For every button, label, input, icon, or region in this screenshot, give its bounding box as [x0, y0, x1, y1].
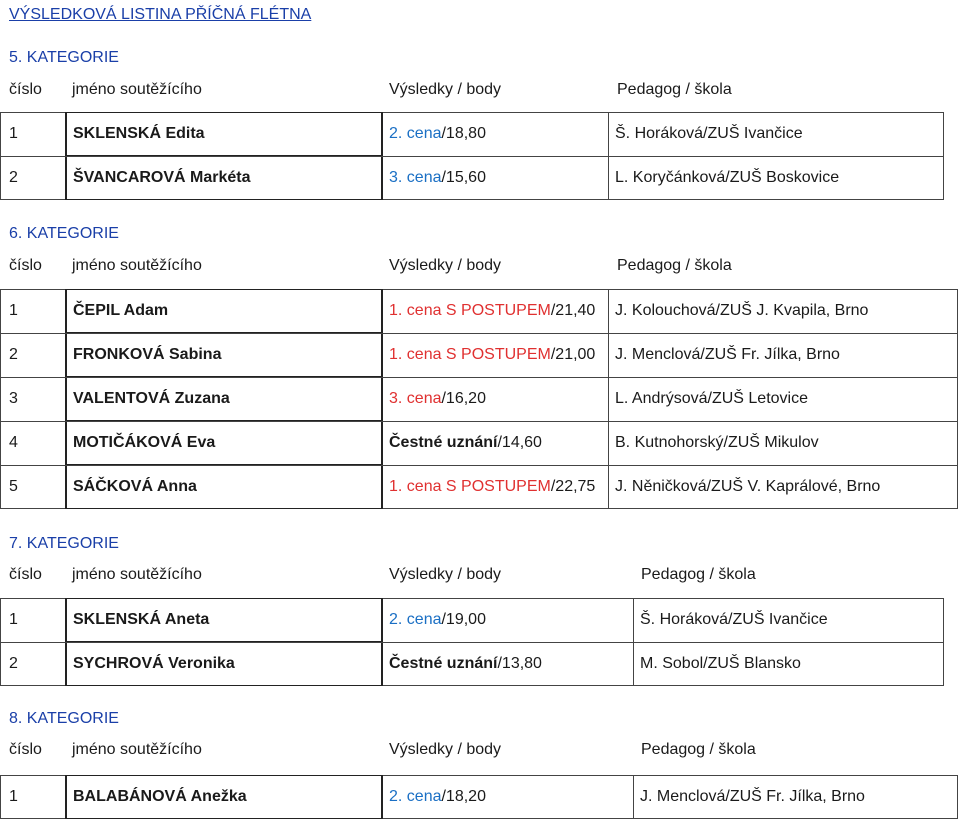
- header-num: číslo: [9, 566, 42, 583]
- points-value: /21,00: [550, 346, 596, 363]
- teacher-school: J. Menclová/ZUŠ Fr. Jílka, Brno: [633, 775, 958, 819]
- teacher-school: L. Koryčánková/ZUŠ Boskovice: [608, 156, 944, 200]
- column-header-row: [0, 741, 960, 763]
- points-value: /22,75: [550, 478, 596, 495]
- header-result: Výsledky / body: [389, 566, 502, 583]
- teacher-school: Š. Horáková/ZUŠ Ivančice: [608, 112, 944, 156]
- column-header-row: [0, 566, 960, 588]
- points-value: /13,80: [497, 655, 542, 672]
- header-num: číslo: [9, 741, 42, 758]
- table-row: [0, 421, 958, 465]
- row-number: 1: [9, 611, 18, 628]
- award-label: 2. cena: [389, 125, 442, 142]
- result-cell: [383, 598, 633, 642]
- contestant-name: SÁČKOVÁ Anna: [65, 465, 383, 509]
- teacher-school: M. Sobol/ZUŠ Blansko: [633, 642, 944, 686]
- award-label: 1. cena S POSTUPEM: [389, 302, 551, 319]
- result-cell: [383, 642, 633, 686]
- points-value: /18,20: [441, 788, 486, 805]
- contestant-name: SKLENSKÁ Edita: [65, 112, 383, 156]
- row-number: 2: [9, 169, 18, 186]
- award-label: Čestné uznání: [389, 655, 498, 672]
- points-value: /15,60: [441, 169, 486, 186]
- category-heading: 7. KATEGORIE: [9, 535, 119, 552]
- row-number: 3: [9, 390, 18, 407]
- category-heading: 8. KATEGORIE: [9, 710, 119, 727]
- award-label: 2. cena: [389, 611, 442, 628]
- table-row: [0, 112, 944, 156]
- teacher-school: J. Menclová/ZUŠ Fr. Jílka, Brno: [608, 333, 958, 377]
- row-number: 1: [9, 302, 18, 319]
- award-label: 2. cena: [389, 788, 442, 805]
- teacher-school: Š. Horáková/ZUŠ Ivančice: [633, 598, 944, 642]
- teacher-school: J. Něničková/ZUŠ V. Kaprálové, Brno: [608, 465, 958, 509]
- header-teacher: Pedagog / škola: [641, 741, 756, 758]
- category-heading: 5. KATEGORIE: [9, 49, 119, 66]
- header-name: jméno soutěžícího: [72, 741, 202, 758]
- header-teacher: Pedagog / škola: [617, 81, 732, 98]
- row-number: 2: [9, 655, 18, 672]
- table-row: [0, 642, 944, 686]
- row-number: 1: [9, 125, 18, 142]
- award-label: Čestné uznání: [389, 434, 498, 451]
- header-num: číslo: [9, 257, 42, 274]
- teacher-school: J. Kolouchová/ZUŠ J. Kvapila, Brno: [608, 289, 958, 333]
- contestant-name: FRONKOVÁ Sabina: [65, 333, 383, 377]
- teacher-school: L. Andrýsová/ZUŠ Letovice: [608, 377, 958, 421]
- table-row: [0, 377, 958, 421]
- page-title: VÝSLEDKOVÁ LISTINA PŘÍČNÁ FLÉTNA: [9, 6, 312, 23]
- header-name: jméno soutěžícího: [72, 566, 202, 583]
- row-number: 1: [9, 788, 18, 805]
- column-header-row: [0, 81, 960, 103]
- row-number: 5: [9, 478, 18, 495]
- teacher-school: B. Kutnohorský/ZUŠ Mikulov: [608, 421, 958, 465]
- table-row: [0, 598, 944, 642]
- result-cell: [383, 421, 608, 465]
- points-value: /16,20: [441, 390, 486, 407]
- table-row: [0, 156, 944, 200]
- award-label: 3. cena: [389, 169, 442, 186]
- award-label: 3. cena: [389, 390, 442, 407]
- result-cell: [383, 333, 608, 377]
- result-cell: [383, 377, 608, 421]
- row-number: 2: [9, 346, 18, 363]
- contestant-name: SYCHROVÁ Veronika: [65, 642, 383, 686]
- result-cell: [383, 465, 608, 509]
- header-result: Výsledky / body: [389, 257, 502, 274]
- contestant-name: ŠVANCAROVÁ Markéta: [65, 156, 383, 200]
- result-cell: [383, 112, 608, 156]
- points-value: /18,80: [441, 125, 486, 142]
- header-num: číslo: [9, 81, 42, 98]
- header-result: Výsledky / body: [389, 741, 502, 758]
- header-teacher: Pedagog / škola: [617, 257, 732, 274]
- award-label: 1. cena S POSTUPEM: [389, 346, 551, 363]
- header-teacher: Pedagog / škola: [641, 566, 756, 583]
- column-header-row: [0, 257, 960, 279]
- table-row: [0, 333, 958, 377]
- header-result: Výsledky / body: [389, 81, 502, 98]
- points-value: /19,00: [441, 611, 486, 628]
- table-row: [0, 775, 958, 819]
- result-cell: [383, 289, 608, 333]
- row-number: 4: [9, 434, 18, 451]
- result-cell: [383, 156, 608, 200]
- header-name: jméno soutěžícího: [72, 81, 202, 98]
- contestant-name: SKLENSKÁ Aneta: [65, 598, 383, 642]
- contestant-name: MOTIČÁKOVÁ Eva: [65, 421, 383, 465]
- points-value: /21,40: [550, 302, 596, 319]
- contestant-name: VALENTOVÁ Zuzana: [65, 377, 383, 421]
- award-label: 1. cena S POSTUPEM: [389, 478, 551, 495]
- points-value: /14,60: [497, 434, 542, 451]
- header-name: jméno soutěžícího: [72, 257, 202, 274]
- category-heading: 6. KATEGORIE: [9, 225, 119, 242]
- result-cell: [383, 775, 633, 819]
- table-row: [0, 465, 958, 509]
- contestant-name: ČEPIL Adam: [65, 289, 383, 333]
- table-row: [0, 289, 958, 333]
- contestant-name: BALABÁNOVÁ Anežka: [65, 775, 383, 819]
